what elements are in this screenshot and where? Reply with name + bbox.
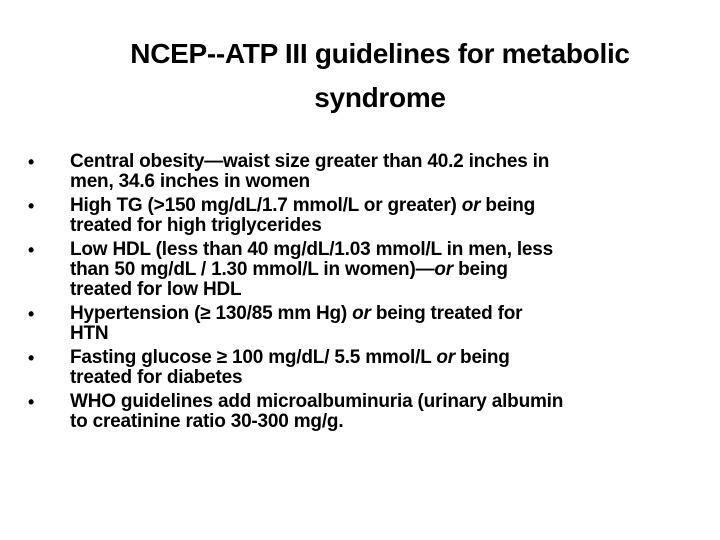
bullet-text-line — [70, 196, 688, 216]
slide-title — [40, 32, 720, 120]
bullet-text-line — [70, 172, 688, 192]
text-segment: being — [453, 259, 508, 280]
text-segment: Hypertension (≥ 130/85 mm Hg) — [70, 303, 353, 324]
bullet-who-guidelines — [28, 392, 688, 432]
text-segment: WHO guidelines add microalbuminuria (urinary albumin — [70, 391, 564, 412]
bullet-dot: • — [28, 392, 35, 412]
bullet-text-line — [70, 152, 688, 172]
bullet-high-tg — [28, 196, 688, 236]
bullet-low-hdl — [28, 240, 688, 300]
bullet-hypertension — [28, 304, 688, 344]
text-segment: than 50 mg/dL / 1.30 mmol/L in women)— — [70, 259, 435, 280]
text-segment: being — [454, 347, 510, 368]
text-segment: to creatinine ratio 30-300 mg/g. — [70, 411, 344, 432]
bullet-text-line — [70, 216, 688, 236]
bullet-text-line — [70, 348, 688, 368]
italic-segment: or — [461, 195, 481, 216]
bullet-text-line — [70, 240, 688, 260]
bullet-dot: • — [28, 152, 35, 172]
bullet-text-line — [70, 392, 688, 412]
text-segment: Central obesity—waist size greater than 40.2 inches in — [70, 151, 550, 172]
text-segment: being treated for — [370, 303, 523, 324]
italic-segment: or — [434, 259, 453, 280]
bullet-dot: • — [28, 304, 35, 324]
bullet-text-line — [70, 412, 688, 432]
text-segment: treated for high triglycerides — [70, 215, 322, 236]
slide-title-line-2: syndrome — [314, 82, 446, 113]
bullet-list — [28, 152, 688, 436]
bullet-text-line — [70, 368, 688, 388]
bullet-text-line — [70, 324, 688, 344]
bullet-central-obesity — [28, 152, 688, 192]
bullet-dot: • — [28, 348, 35, 368]
bullet-text-line — [70, 280, 688, 300]
text-segment: treated for diabetes — [70, 367, 243, 388]
text-segment: Fasting glucose ≥ 100 mg/dL/ 5.5 mmol/L — [70, 347, 437, 368]
italic-segment: or — [436, 347, 455, 368]
bullet-text-line — [70, 260, 688, 280]
slide-title-line-1: NCEP--ATP III guidelines for metabolic — [130, 38, 630, 69]
text-segment: treated for low HDL — [70, 279, 242, 300]
text-segment: men, 34.6 inches in women — [70, 171, 310, 192]
bullet-fasting-glucose — [28, 348, 688, 388]
bullet-text-line — [70, 304, 688, 324]
bullet-dot: • — [28, 240, 35, 260]
text-segment: High TG (>150 mg/dL/1.7 mmol/L or greater) — [70, 195, 462, 216]
bullet-dot: • — [28, 196, 35, 216]
text-segment: HTN — [70, 323, 109, 344]
italic-segment: or — [352, 303, 371, 324]
text-segment: Low HDL (less than 40 mg/dL/1.03 mmol/L in men, less — [70, 239, 554, 260]
text-segment: being — [480, 195, 536, 216]
